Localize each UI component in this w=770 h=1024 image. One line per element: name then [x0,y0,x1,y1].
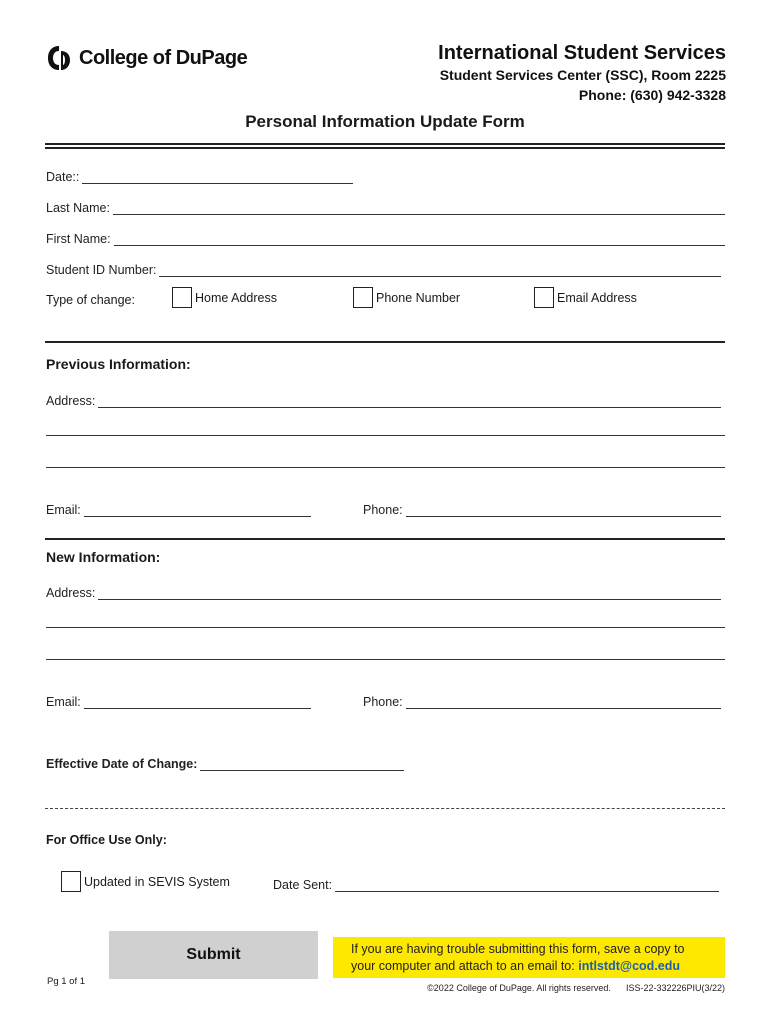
last-name-input-line[interactable] [113,203,725,215]
home-address-label: Home Address [195,290,277,305]
previous-phone-field[interactable] [363,501,721,517]
office-address: Student Services Center (SSC), Room 2225 [439,67,726,83]
date-sent-field[interactable] [273,876,719,892]
email-address-checkbox[interactable] [534,287,554,308]
effective-date-input-line[interactable] [200,759,404,771]
new-address-line-2[interactable] [46,627,725,628]
section-divider [45,341,725,343]
previous-address-line-3[interactable] [46,467,725,468]
previous-phone-label: Phone: [363,503,403,517]
form-title: Personal Information Update Form [245,112,525,131]
title-divider [45,143,725,149]
student-id-input-line[interactable] [159,265,721,277]
new-phone-field[interactable] [363,693,721,709]
date-sent-input-line[interactable] [335,880,719,892]
phone-number-option[interactable] [353,287,460,308]
help-email-link[interactable]: intlstdt@cod.edu [578,959,680,973]
sevis-option[interactable] [61,871,230,892]
new-phone-label: Phone: [363,695,403,709]
new-address-line-3[interactable] [46,659,725,660]
effective-date-label: Effective Date of Change: [46,757,198,771]
previous-email-field[interactable] [46,501,311,517]
date-input-line[interactable] [82,172,353,184]
form-code: ISS-22-332226PIU(3/22) [625,983,725,993]
previous-email-label: Email: [46,503,81,517]
effective-date-field[interactable] [46,755,404,771]
help-notice-text: If you are having trouble submitting this form, save a copy to your computer and attach to an email to: [351,942,685,973]
first-name-field[interactable] [46,230,725,246]
date-label: Date:: [46,170,80,184]
previous-info-heading: Previous Information: [46,356,191,372]
type-of-change-label: Type of change: [46,293,135,307]
submit-button[interactable]: Submit [109,931,318,979]
sevis-label: Updated in SEVIS System [84,874,230,889]
phone-number-label: Phone Number [376,290,461,305]
previous-address-label: Address: [46,394,96,408]
previous-address-line-2[interactable] [46,435,725,436]
first-name-input-line[interactable] [114,234,725,246]
new-address-input-line[interactable] [98,588,721,600]
date-field[interactable] [46,168,353,184]
new-address-field[interactable] [46,584,721,600]
new-email-label: Email: [46,695,81,709]
previous-address-input-line[interactable] [98,396,721,408]
home-address-checkbox[interactable] [172,287,192,308]
student-id-label: Student ID Number: [46,263,157,277]
last-name-field[interactable] [46,199,725,215]
page-number: Pg 1 of 1 [47,976,86,987]
logo-text: College of DuPage [79,46,248,69]
office-use-heading: For Office Use Only: [46,833,167,847]
new-address-label: Address: [46,586,96,600]
date-sent-label: Date Sent: [273,878,333,892]
new-phone-input-line[interactable] [406,697,721,709]
office-phone: Phone: (630) 942-3328 [578,87,726,103]
college-logo [46,40,247,76]
sevis-checkbox[interactable] [61,871,81,892]
email-address-option[interactable] [534,287,637,308]
office-title: International Student Services [438,42,726,64]
home-address-option[interactable] [172,287,277,308]
cod-logo-icon [46,45,72,71]
copyright-line [427,983,725,993]
section-divider [45,538,725,540]
first-name-label: First Name: [46,232,111,246]
email-address-label: Email Address [557,290,637,305]
student-id-field[interactable] [46,261,721,277]
phone-number-checkbox[interactable] [353,287,373,308]
previous-address-field[interactable] [46,392,721,408]
office-use-divider [45,808,725,809]
last-name-label: Last Name: [46,201,110,215]
previous-phone-input-line[interactable] [406,505,721,517]
new-email-input-line[interactable] [84,697,311,709]
new-info-heading: New Information: [46,549,161,565]
new-email-field[interactable] [46,693,311,709]
copyright-text: ©2022 College of DuPage. All rights reserved. [427,983,611,993]
previous-email-input-line[interactable] [84,505,311,517]
help-notice [333,937,725,978]
